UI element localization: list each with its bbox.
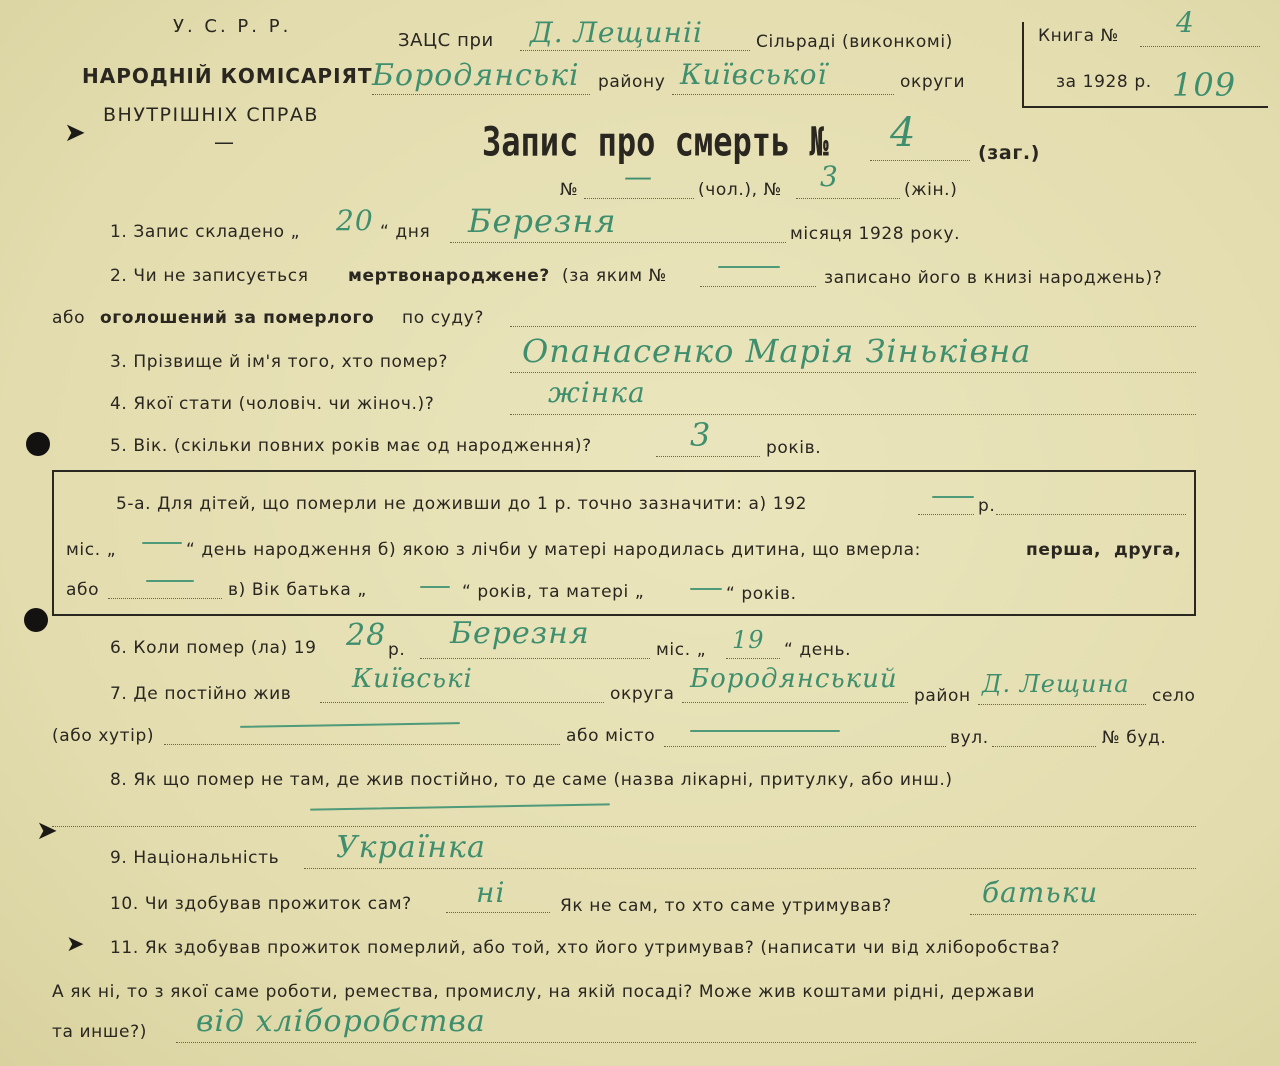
q10-supporter-handwritten: батьки	[982, 876, 1099, 909]
q5a-mother-dash	[690, 588, 722, 590]
q5a-order-line	[108, 598, 222, 599]
q7-village-handwritten: Д. Лещина	[982, 670, 1130, 698]
q4-sex-line	[510, 414, 1196, 415]
q8-line	[52, 826, 1196, 827]
q2-label: 2. Чи не записується	[110, 266, 309, 286]
q5a-father-age: в) Вік батька „	[228, 580, 367, 600]
silrada-label: Сільраді (виконкомі)	[756, 32, 953, 52]
q5a-year-dash	[932, 496, 974, 498]
q2-dash-handwritten	[718, 266, 780, 268]
q11-line1: 11. Як здобував прожиток померлий, або той, хто його утримував? (написати чи від хліборобства?	[110, 938, 1061, 958]
q5a-years: “ років.	[726, 584, 797, 604]
q7-house-label: № буд.	[1102, 728, 1167, 748]
q1-day-handwritten: 20	[336, 204, 374, 237]
district-label: району	[598, 72, 666, 92]
q6-day-handwritten: 19	[732, 626, 765, 654]
q7-city-line	[664, 746, 946, 747]
q8-label: 8. Як що помер не там, де жив постійно, то де саме (назва лікарні, притулку, або инш.)	[110, 770, 953, 790]
q1-month-line	[450, 242, 786, 243]
q7-raion-label: район	[914, 686, 971, 706]
commissariat-header: НАРОДНІЙ КОМІСАРІЯТ	[82, 64, 373, 88]
q6-year-suffix: р.	[388, 640, 406, 660]
q2-which-number: (за яким №	[562, 266, 667, 286]
okruha-line	[672, 94, 894, 95]
q3-name-handwritten: Опанасенко Марія Зіньківна	[522, 332, 1032, 370]
female-number-handwritten: 3	[820, 160, 839, 193]
q7-city-label: або місто	[566, 726, 656, 746]
zags-village-handwritten: Д. Лещиніі	[530, 16, 703, 49]
q3-label: 3. Прізвище й ім'я того, хто помер?	[110, 352, 449, 372]
q7-street-line	[992, 746, 1096, 747]
q7-street-label: вул.	[950, 728, 989, 748]
q2-declared-dead-bold: оголошений за померлого	[100, 308, 375, 328]
q1-day-suffix: “ дня	[380, 222, 431, 242]
q10-supporter-label: Як не сам, то хто саме утримував?	[560, 896, 892, 916]
male-number-handwritten: —	[624, 160, 653, 193]
book-box-border-left	[1022, 22, 1024, 108]
q5a-month-label: міс. „	[66, 540, 117, 560]
book-number-line	[1140, 46, 1260, 47]
q2-or: або	[52, 308, 86, 328]
book-label: Книга №	[1038, 26, 1119, 46]
book-year-label: за 1928 р.	[1056, 72, 1152, 92]
title-number-handwritten: 4	[890, 110, 917, 156]
male-number-line	[584, 198, 694, 199]
q6-label: 6. Коли помер (ла) 19	[110, 638, 317, 658]
q10-label: 10. Чи здобував прожиток сам?	[110, 894, 412, 914]
q5a-or: або	[66, 580, 100, 600]
q7-city-dash	[690, 730, 840, 732]
district-line	[372, 94, 590, 95]
female-number-line	[796, 198, 900, 199]
q2-birth-book: записано його в книзі народжень)?	[824, 268, 1163, 288]
q5-age-handwritten: 3	[690, 416, 712, 454]
q7-okruha-label: округа	[610, 684, 675, 704]
q5a-line2: “ день народження б) якою з лічби у матері народилась дитина, що вмерла:	[186, 540, 921, 560]
q6-month-line	[420, 658, 650, 659]
q5a-mother-age: “ років, та матері „	[462, 582, 645, 602]
title-number-line	[870, 160, 970, 161]
q1-year-label: місяця 1928 року.	[790, 224, 961, 244]
q6-month-label: міс. „	[656, 640, 707, 660]
q10-supporter-line	[970, 914, 1196, 915]
q7-okruha-line	[320, 702, 604, 703]
q3-name-line	[510, 372, 1196, 373]
punch-hole-upper	[26, 432, 50, 456]
book-box-border-bottom	[1022, 106, 1268, 108]
q2-by-court: по суду?	[402, 308, 484, 328]
q5a-order-dash	[146, 580, 194, 582]
q10-self-handwritten: ні	[476, 876, 506, 909]
q5a-year-suffix: р.	[978, 496, 996, 516]
q7-village-label: село	[1152, 686, 1196, 706]
q6-month-handwritten: Березня	[450, 616, 590, 651]
q7-raion-handwritten: Бородянський	[690, 664, 898, 694]
q5a-father-dash	[420, 586, 450, 588]
q5a-first-bold: перша,	[1026, 540, 1102, 560]
q2-court-line	[510, 326, 1196, 327]
q5a-second-bold: друга,	[1114, 540, 1182, 560]
male-label: (чол.), №	[698, 180, 782, 200]
q7-farmstead-line	[164, 744, 560, 745]
q10-self-line	[446, 912, 550, 913]
document-title: Запис про смерть №	[482, 118, 829, 166]
female-label: (жін.)	[904, 180, 958, 200]
q7-raion-line	[682, 702, 908, 703]
q11-line2: А як ні, то з якої саме роботи, ремества, промислу, на якій посаді? Може жив коштами рідні, держави	[52, 982, 1036, 1002]
q1-label: 1. Запис складено „	[110, 222, 301, 242]
punch-hole-lower	[24, 608, 48, 632]
internal-affairs-header: ВНУТРІШНІХ СПРАВ	[103, 104, 319, 126]
q6-year-handwritten: 28	[346, 618, 387, 653]
margin-mark-lower: ➤	[36, 816, 58, 846]
q4-sex-handwritten: жінка	[548, 376, 646, 409]
q7-label: 7. Де постійно жив	[110, 684, 292, 704]
no-label: №	[560, 180, 579, 200]
book-page-handwritten: 109	[1172, 66, 1237, 104]
book-number-handwritten: 4	[1176, 6, 1195, 39]
margin-mark-bottom: ➤	[66, 932, 85, 957]
q7-village-line	[978, 704, 1146, 705]
q4-label: 4. Якої стати (чоловіч. чи жіноч.)?	[110, 394, 435, 414]
q2-number-line	[700, 286, 816, 287]
district-handwritten: Бородянські	[372, 58, 580, 93]
q5a-line1: 5-а. Для дітей, що померли не доживши до 1 р. точно зазначити: а) 192	[116, 494, 808, 514]
q1-month-handwritten: Березня	[468, 202, 617, 240]
q5-age-line	[656, 456, 760, 457]
ussr-header: У. С. Р. Р.	[173, 16, 292, 37]
q6-day-line	[726, 658, 780, 659]
margin-mark: ➤	[64, 118, 86, 148]
q11-livelihood-handwritten: від хліборобства	[196, 1004, 486, 1039]
q9-nationality-line	[304, 868, 1196, 869]
q6-day-suffix: “ день.	[784, 640, 852, 660]
q5-label: 5. Вік. (скільки повних років має од народження)?	[110, 436, 592, 456]
q9-nationality-handwritten: Українка	[336, 830, 486, 865]
q7-okruha-handwritten: Київські	[352, 664, 473, 694]
q5a-month-line	[996, 514, 1186, 515]
header-dash: —	[214, 130, 235, 154]
q9-label: 9. Національність	[110, 848, 280, 868]
q5-years: років.	[766, 438, 822, 458]
q11-livelihood-line	[176, 1042, 1196, 1043]
zags-village-line	[520, 50, 750, 51]
okruha-label: округи	[900, 72, 966, 92]
q11-line3: та инше?)	[52, 1022, 147, 1042]
q7-farmstead-label: (або хутір)	[52, 726, 155, 746]
q5a-year-line	[918, 514, 974, 515]
q5a-day-dash	[142, 542, 182, 544]
okruha-handwritten: Київської	[680, 58, 828, 91]
q2-stillborn-bold: мертвонароджене?	[348, 266, 550, 286]
zags-label: ЗАЦС при	[398, 30, 494, 51]
title-suffix: (заг.)	[978, 142, 1040, 164]
